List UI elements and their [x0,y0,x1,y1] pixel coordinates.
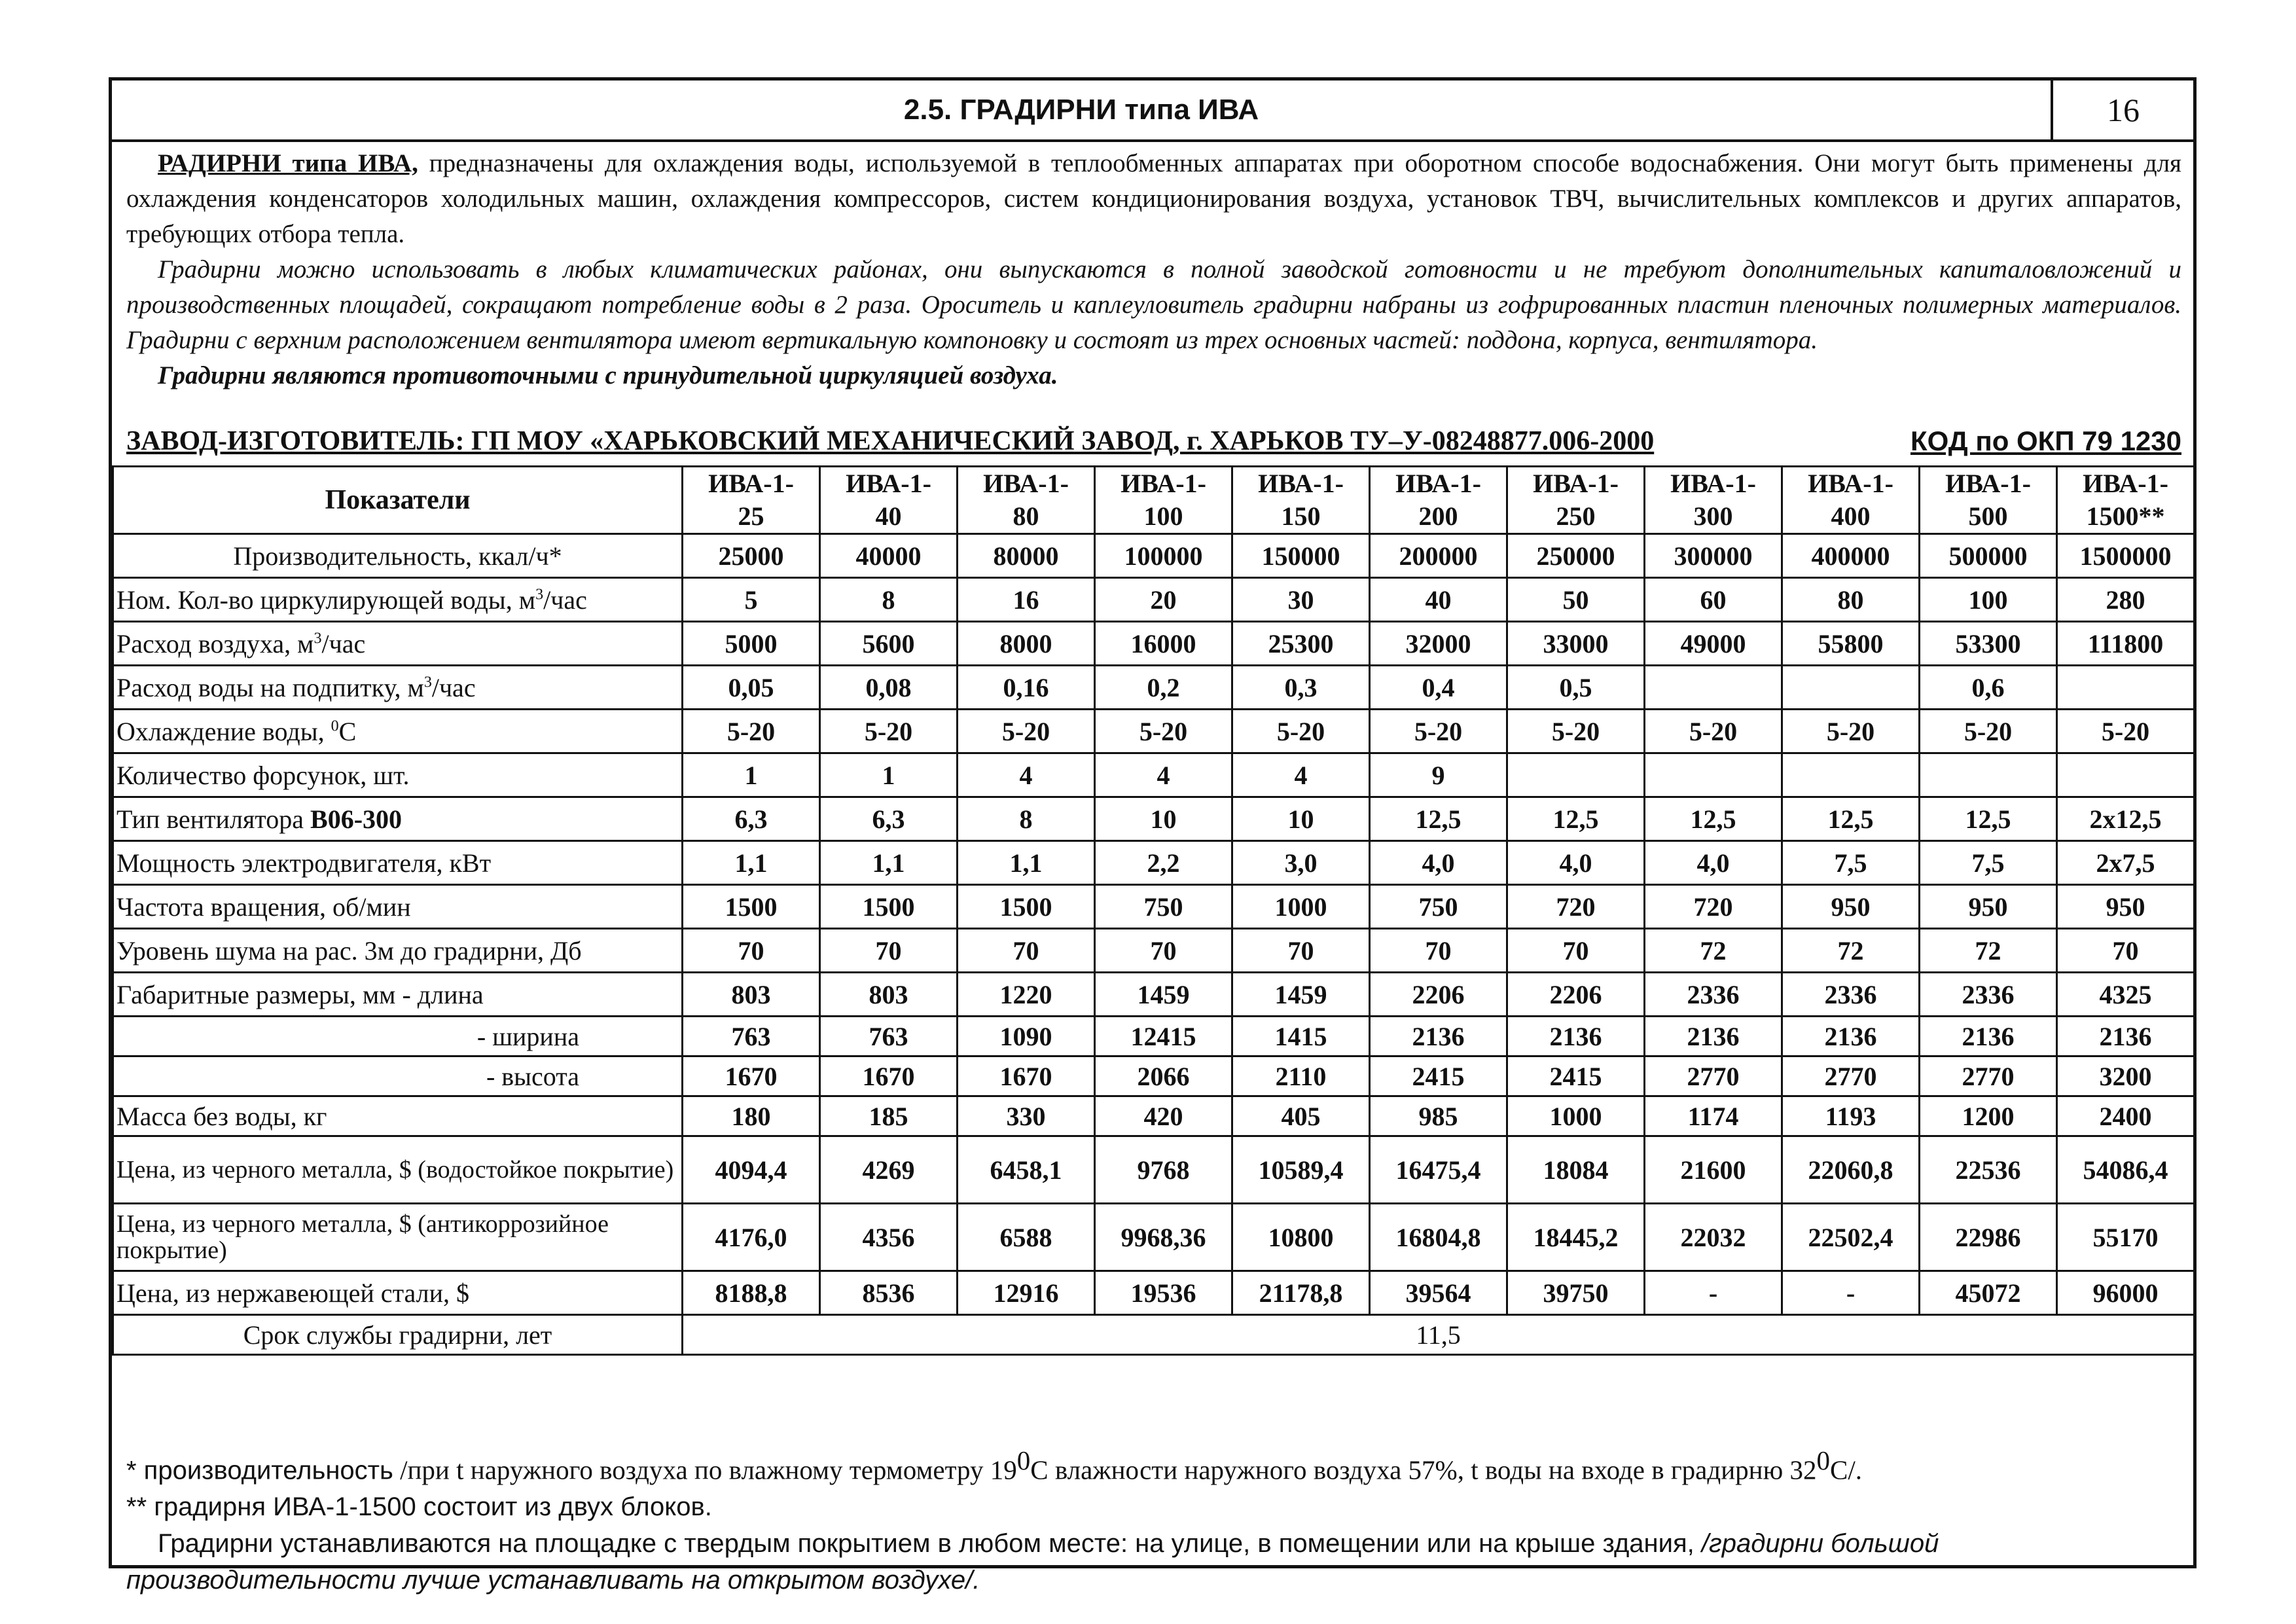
table-cell: 5-20 [1095,710,1232,753]
table-cell: 1500 [958,885,1095,929]
table-cell: 70 [1507,929,1645,973]
table-cell: 5-20 [820,710,958,753]
table-cell: 1220 [958,973,1095,1017]
row-label-text: Расход воды на подпитку, м [117,672,424,702]
table-row-service-life [113,1315,2195,1355]
table-cell: 12,5 [1370,797,1507,841]
model-header: ИВА-1- 400 [1782,467,1920,534]
table-cell: 0,6 [1920,666,2057,710]
table-cell: 4,0 [1370,841,1507,885]
table-cell: 4 [958,753,1095,797]
table-cell: 6458,1 [958,1136,1095,1204]
row-label-superscript: 3 [314,630,322,647]
table-cell: - [1782,1271,1920,1315]
table-cell: 2770 [1645,1056,1782,1096]
table-cell: 70 [1232,929,1370,973]
table-cell: 5-20 [1920,710,2057,753]
table-cell: 0,16 [958,666,1095,710]
table-cell: 60 [1645,578,1782,622]
table-cell: 2770 [1782,1056,1920,1096]
table-cell: 0,5 [1507,666,1645,710]
footnote-3-a: Градирни устанавливаются на площадке с твердым покрытием в любом месте: на улице, в помещении или на крыше здания, [158,1529,1702,1559]
table-cell: 10589,4 [1232,1136,1370,1204]
table-cell: 9768 [1095,1136,1232,1204]
table-cell: 18445,2 [1507,1204,1645,1271]
table-cell: 500000 [1920,534,2057,578]
footnotes [126,1442,2181,1598]
table-cell: 330 [958,1096,1095,1136]
table-cell: 150000 [1232,534,1370,578]
table-cell: 22060,8 [1782,1136,1920,1204]
table-cell: 8 [958,797,1095,841]
table-cell: 4,0 [1507,841,1645,885]
document-frame [109,77,2197,1595]
table-cell: 750 [1370,885,1507,929]
table-cell: 10800 [1232,1204,1370,1271]
table-row [113,578,2195,622]
table-cell: 420 [1095,1096,1232,1136]
table-cell: 8536 [820,1271,958,1315]
intro-lead: РАДИРНИ типа ИВА, [158,149,418,177]
table-cell: 4325 [2057,973,2195,1017]
table-cell: 1000 [1507,1096,1645,1136]
table-cell: 12,5 [1920,797,2057,841]
table-cell: 985 [1370,1096,1507,1136]
model-header: ИВА-1- 500 [1920,467,2057,534]
table-cell: 400000 [1782,534,1920,578]
row-label-superscript: 3 [535,586,544,604]
table-cell: 70 [683,929,820,973]
table-cell: 1174 [1645,1096,1782,1136]
table-row [113,753,2195,797]
table-cell: 18084 [1507,1136,1645,1204]
table-cell: 19536 [1095,1271,1232,1315]
table-cell: 250000 [1507,534,1645,578]
table-cell: 1415 [1232,1017,1370,1056]
table-cell: 12,5 [1507,797,1645,841]
table-cell: 763 [820,1017,958,1056]
table-cell: 750 [1095,885,1232,929]
table-row [113,1017,2195,1056]
intro-paragraph-1 [126,146,2181,252]
table-cell: 185 [820,1096,958,1136]
table-cell: 55800 [1782,622,1920,666]
table-cell: 950 [2057,885,2195,929]
table-cell: 1670 [820,1056,958,1096]
table-cell: 0,2 [1095,666,1232,710]
table-cell: 7,5 [1920,841,2057,885]
table-cell: 803 [820,973,958,1017]
table-cell: 33000 [1507,622,1645,666]
table-cell: 96000 [2057,1271,2195,1315]
table-cell: 2066 [1095,1056,1232,1096]
table-cell: 1500000 [2057,534,2195,578]
intro-p1-text: предназначены для охлаждения воды, используемой в теплообменных аппаратах при оборотном способе водоснабжения. Они могут быть применены для охлаждения конденсаторов холодильных машин, охлаждения компрессоров, систем кондиционирования воздуха, установок ТВЧ, вычислительных комплексов и других аппаратов, требующих отбора тепла. [126,149,2181,248]
row-label [113,622,683,666]
row-label-unit: С [338,716,357,746]
table-cell: 5-20 [683,710,820,753]
table-cell: 5-20 [1507,710,1645,753]
table-cell: 12,5 [1645,797,1782,841]
table-cell: 100000 [1095,534,1232,578]
table-cell: 72 [1920,929,2057,973]
table-cell: 950 [1920,885,2057,929]
table-cell: 4094,4 [683,1136,820,1204]
table-cell: 8000 [958,622,1095,666]
table-cell: 8188,8 [683,1271,820,1315]
table-cell: 0,08 [820,666,958,710]
table-row [113,534,2195,578]
table-cell: 39564 [1370,1271,1507,1315]
row-label: Срок службы градирни, лет [113,1315,683,1355]
intro-paragraph-3: Градирни являются противоточными с принудительной циркуляцией воздуха. [158,361,1058,389]
table-cell: 25300 [1232,622,1370,666]
table-cell: 2770 [1920,1056,2057,1096]
table-cell: 1459 [1232,973,1370,1017]
table-cell: 53300 [1920,622,2057,666]
table-cell: 5-20 [1232,710,1370,753]
footnote-3-b: /градирни большой производительности лучше устанавливать на открытом воздухе/. [126,1529,1939,1595]
table-cell: 21600 [1645,1136,1782,1204]
table-cell [1645,666,1782,710]
row-label: Мощность электродвигателя, кВт [113,841,683,885]
row-label-text: Расход воздуха, м [117,628,314,659]
table-cell: 16 [958,578,1095,622]
table-cell [2057,753,2195,797]
table-cell: 9 [1370,753,1507,797]
table-cell: 405 [1232,1096,1370,1136]
table-cell: 4 [1095,753,1232,797]
table-cell: 16475,4 [1370,1136,1507,1204]
table-cell: 45072 [1920,1271,2057,1315]
title-bar [112,81,2193,142]
row-label-text: Ном. Кол-во циркулирующей воды, м [117,585,536,615]
table-cell: 5-20 [1782,710,1920,753]
footnote-1 [126,1442,2181,1489]
table-cell: 5000 [683,622,820,666]
footnote-1-sup2: 0 [1816,1445,1830,1475]
table-cell: 4,0 [1645,841,1782,885]
table-cell: 80 [1782,578,1920,622]
table-cell: 72 [1645,929,1782,973]
table-cell: 22536 [1920,1136,2057,1204]
table-cell: 763 [683,1017,820,1056]
row-label: Производительность, ккал/ч* [113,534,683,578]
row-label: Цена, из черного металла, $ (антикоррозийное покрытие) [113,1204,683,1271]
table-cell: 6588 [958,1204,1095,1271]
row-label: - ширина [113,1017,683,1056]
table-cell: 1200 [1920,1096,2057,1136]
row-label-superscript: 3 [423,674,432,691]
row-label-unit: /час [321,628,366,659]
manufacturer-text: ЗАВОД-ИЗГОТОВИТЕЛЬ: ГП МОУ «ХАРЬКОВСКИЙ МЕХАНИЧЕСКИЙ ЗАВОД, г. ХАРЬКОВ ТУ–У-08248877.006-2000 [126,426,1655,456]
table-cell: 0,4 [1370,666,1507,710]
okp-code: КОД по ОКП 79 1230 [1910,425,2181,456]
table-cell: 12,5 [1782,797,1920,841]
table-cell: 180 [683,1096,820,1136]
table-cell: 10 [1232,797,1370,841]
table-cell: 200000 [1370,534,1507,578]
table-cell: 2136 [1645,1017,1782,1056]
intro-paragraph-2: Градирни можно использовать в любых климатических районах, они выпускаются в полной заводской готовности и не требуют дополнительных капиталовложений и производственных площадей, сокращают потребление воды в 2 раза. Ороситель и каплеуловитель градирни набраны из гофрированных пластин пленочных полимерных материалов. Градирни с верхним расположением вентилятора имеют вертикальную компоновку и состоят из трех основных частей: поддона, корпуса, вентилятора. [126,255,2181,354]
table-cell: 2415 [1370,1056,1507,1096]
table-cell [1920,753,2057,797]
row-label: Цена, из нержавеющей стали, $ [113,1271,683,1315]
table-row [113,710,2195,753]
model-header: ИВА-1- 100 [1095,467,1232,534]
table-row [113,1096,2195,1136]
table-cell: 2136 [1370,1017,1507,1056]
row-label: Уровень шума на рас. 3м до градирни, Дб [113,929,683,973]
table-cell: - [1645,1271,1782,1315]
table-cell: 2336 [1920,973,2057,1017]
table-cell: 80000 [958,534,1095,578]
table-cell: 2136 [1920,1017,2057,1056]
table-cell: 2х7,5 [2057,841,2195,885]
table-cell: 1090 [958,1017,1095,1056]
model-header: ИВА-1- 300 [1645,467,1782,534]
table-cell: 30 [1232,578,1370,622]
table-cell: 54086,4 [2057,1136,2195,1204]
table-cell: 2206 [1507,973,1645,1017]
model-header: ИВА-1- 1500** [2057,467,2195,534]
table-cell: 1670 [958,1056,1095,1096]
table-cell: 2,2 [1095,841,1232,885]
table-cell: 5-20 [958,710,1095,753]
table-cell: 4 [1232,753,1370,797]
row-label-text: Тип вентилятора [117,804,311,834]
table-cell: 70 [1370,929,1507,973]
model-header: ИВА-1- 200 [1370,467,1507,534]
table-cell: 1500 [683,885,820,929]
table-cell [2057,666,2195,710]
table-cell: 100 [1920,578,2057,622]
table-cell: 4176,0 [683,1204,820,1271]
table-cell [1782,753,1920,797]
table-cell: 2136 [2057,1017,2195,1056]
table-cell: 10 [1095,797,1232,841]
header-label: Показатели [113,467,683,534]
row-label [113,666,683,710]
row-label-superscript: 0 [331,717,339,735]
table-cell: 1 [820,753,958,797]
table-row [113,1271,2195,1315]
table-cell: 70 [2057,929,2195,973]
table-cell: 5-20 [2057,710,2195,753]
table-cell: 3,0 [1232,841,1370,885]
table-cell [1782,666,1920,710]
table-cell: 2х12,5 [2057,797,2195,841]
table-row [113,1136,2195,1204]
row-label-unit: /час [431,672,476,702]
table-cell: 12415 [1095,1017,1232,1056]
intro-text [126,146,2181,393]
table-cell: 2415 [1507,1056,1645,1096]
table-row [113,885,2195,929]
table-cell: 1459 [1095,973,1232,1017]
table-cell: 2136 [1782,1017,1920,1056]
footnote-1-a: /при t наружного воздуха по влажному термометру 19 [393,1454,1017,1485]
row-label: Частота вращения, об/мин [113,885,683,929]
table-cell [1645,753,1782,797]
table-cell: 9968,36 [1095,1204,1232,1271]
table-cell: 803 [683,973,820,1017]
table-cell: 1,1 [683,841,820,885]
table-cell: 2336 [1782,973,1920,1017]
table-cell: 1,1 [820,841,958,885]
table-cell: 32000 [1370,622,1507,666]
table-cell: 70 [958,929,1095,973]
table-cell: 720 [1507,885,1645,929]
table-cell: 2400 [2057,1096,2195,1136]
table-cell: 5 [683,578,820,622]
row-label [113,578,683,622]
table-cell: 0,05 [683,666,820,710]
model-header: ИВА-1- 250 [1507,467,1645,534]
table-cell: 50 [1507,578,1645,622]
table-cell: 1670 [683,1056,820,1096]
table-cell: 20 [1095,578,1232,622]
table-cell: 2136 [1507,1017,1645,1056]
table-cell: 5-20 [1645,710,1782,753]
footnote-1-sup1: 0 [1016,1445,1031,1475]
table-cell: 2206 [1370,973,1507,1017]
table-cell: 40000 [820,534,958,578]
table-cell: 5-20 [1370,710,1507,753]
table-cell: 111800 [2057,622,2195,666]
row-label: Масса без воды, кг [113,1096,683,1136]
model-header: ИВА-1- 150 [1232,467,1370,534]
table-cell: 55170 [2057,1204,2195,1271]
table-cell: 5600 [820,622,958,666]
table-cell: 950 [1782,885,1920,929]
table-row [113,1056,2195,1096]
page-title: 2.5. ГРАДИРНИ типа ИВА [112,81,2053,139]
table-cell: 7,5 [1782,841,1920,885]
table-cell: 1193 [1782,1096,1920,1136]
model-header: ИВА-1- 40 [820,467,958,534]
spec-table [112,465,2195,1356]
page-number: 16 [2107,92,2140,128]
service-life-value: 11,5 [683,1315,2195,1355]
table-cell: 6,3 [683,797,820,841]
table-cell: 22032 [1645,1204,1782,1271]
table-cell: 1 [683,753,820,797]
table-cell: 16804,8 [1370,1204,1507,1271]
footnote-1-b: С влажности наружного воздуха 57%, t воды на входе в градирню 32 [1030,1454,1817,1485]
row-label: Цена, из черного металла, $ (водостойкое покрытие) [113,1136,683,1204]
table-row [113,973,2195,1017]
table-cell: 2336 [1645,973,1782,1017]
row-label-bold: В06-300 [310,804,403,834]
table-cell: 6,3 [820,797,958,841]
table-cell: 22502,4 [1782,1204,1920,1271]
table-cell: 1500 [820,885,958,929]
footnote-1-lead: * производительность [126,1456,393,1485]
table-cell: 70 [820,929,958,973]
table-cell: 1,1 [958,841,1095,885]
table-cell: 1000 [1232,885,1370,929]
row-label: - высота [113,1056,683,1096]
row-label: Количество форсунок, шт. [113,753,683,797]
table-cell: 25000 [683,534,820,578]
table-cell: 4356 [820,1204,958,1271]
table-cell: 300000 [1645,534,1782,578]
table-header-row [113,467,2195,534]
table-row [113,841,2195,885]
table-cell: 2110 [1232,1056,1370,1096]
table-cell: 0,3 [1232,666,1370,710]
table-cell: 72 [1782,929,1920,973]
table-cell: 21178,8 [1232,1271,1370,1315]
row-label-unit: /час [543,585,587,615]
table-cell: 70 [1095,929,1232,973]
table-cell: 22986 [1920,1204,2057,1271]
table-cell: 49000 [1645,622,1782,666]
model-header: ИВА-1- 25 [683,467,820,534]
table-cell: 720 [1645,885,1782,929]
footnote-2: ** градирня ИВА-1-1500 состоит из двух блоков. [126,1492,712,1522]
manufacturer-line [126,421,2181,461]
table-cell: 16000 [1095,622,1232,666]
table-row [113,1204,2195,1271]
table-row [113,929,2195,973]
table-cell [1507,753,1645,797]
table-cell: 4269 [820,1136,958,1204]
table-row [113,797,2195,841]
row-label [113,797,683,841]
table-row [113,622,2195,666]
table-cell: 8 [820,578,958,622]
table-cell: 3200 [2057,1056,2195,1096]
model-header: ИВА-1- 80 [958,467,1095,534]
row-label [113,710,683,753]
row-label: Габаритные размеры, мм - длина [113,973,683,1017]
table-cell: 40 [1370,578,1507,622]
table-cell: 39750 [1507,1271,1645,1315]
table-cell: 280 [2057,578,2195,622]
table-cell: 12916 [958,1271,1095,1315]
row-label-text: Охлаждение воды, [117,716,331,746]
footnote-1-c: С/. [1829,1454,1862,1485]
table-row [113,666,2195,710]
footnote-3 [126,1525,2181,1598]
